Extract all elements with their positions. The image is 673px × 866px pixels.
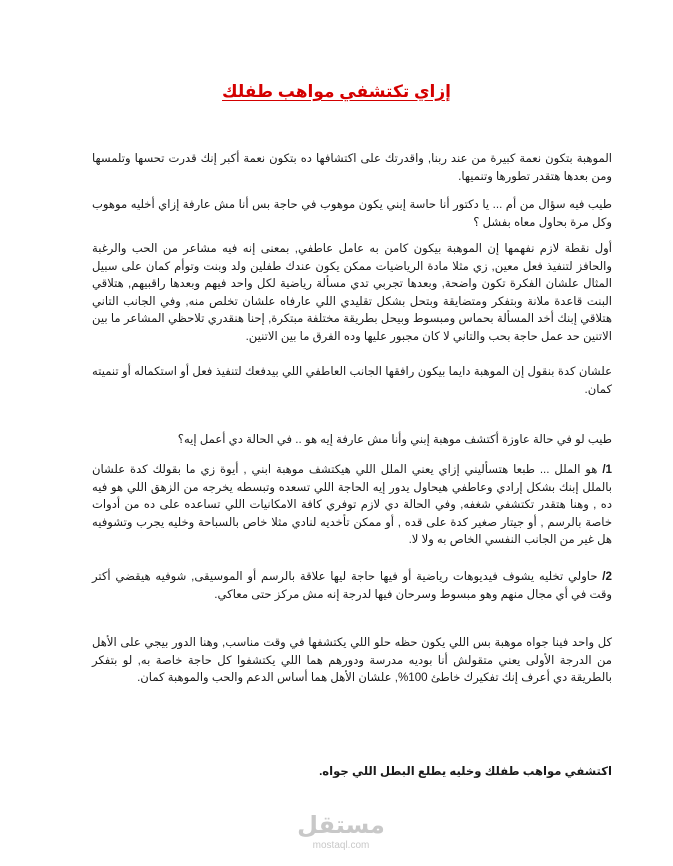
mostaql-watermark bbox=[286, 812, 396, 851]
paragraph-conclusion-emotion: علشان كدة بنقول إن الموهبة دايما بيكون رافقها الجانب العاطفي اللي بيدفعك لتنفيذ فعل أو استكماله أو تنميته كمان. bbox=[92, 365, 612, 396]
watermark-arabic: مستقل bbox=[297, 812, 385, 839]
tip-text: حاولي تخليه يشوف فيديوهات رياضية أو فيها حاجة ليها علاقة بالرسم أو الموسيقى, شوفيه هيقضي أكتر وقت في أي مجال منهم وهو مبسوط وسرحان فيها لدرجة إنه مش مركز حتى معاكي. bbox=[92, 570, 612, 601]
tip-number: 1/ bbox=[602, 463, 612, 476]
paragraph-emotional-factor: أول نقطة لازم نفهمها إن الموهبة بيكون كامن به عامل عاطفي, بمعنى إنه فيه مشاعر من الحب والرغبة والحافز لتنفيذ فعل معين, زي مثلا مادة الرياضيات ممكن يكون عندك طفلين ولد وبنت وتوأم كمان على سبيل المثال علشان الفكرة تكون واضحة, وبعدها تجربي تدي مسألة رياضية لكل واحد فيهم وبعدها راقبيهم, هتلاقي البنت قاعدة ملانة وبتفكر ومتضايقة وبتحل بشكل تقليدي اللي عارفاه علشان تخلص منه, وفي الجانب التاني هتلاقي إبنك أخد المسألة بحماس ومبسوط وبيحل بطريقة مختلفة مبتكرة, إحنا هنقدري تلاحظي المشاعر ما بين الاتنين حد عمل حاجة بحب والتاني لا كان مجبور عليها وده الفرق ما بين الاتنين. bbox=[92, 242, 612, 343]
paragraph-intro: الموهبة بتكون نعمة كبيرة من عند ربنا, واقدرتك على اكتشافها ده بتكون نعمة أكبر إنك قدرت تحسها وتلمسها ومن بعدها هتقدر تطورها وتنميها. bbox=[92, 152, 612, 183]
watermark-latin: mostaql.com bbox=[312, 840, 370, 851]
paragraph-tip-1 bbox=[92, 461, 612, 549]
tip-text: هو الملل ... طبعا هتسأليني إزاي يعني الملل اللي هيكتشف موهبة ابني , أيوة زي ما بقولك كدة علشان بالملل إبنك بشكل إرادي وعاطفي هيحاول يدور إيه الحاجة اللي تسعده وتبسطه يخرجه من الزهق اللي هو فيه ده , وهنا هتقدر تكتشفي شغفه, وفي الحالة دي لازم توفري كافة الامكانيات اللي تساعده على ده من أدوات خاصة بالرسم , أو جيتار صغير كدة على قده , أو ممكن تأخديه لنادي مثلا خاص بالسباحة وخليه يجرب وتشوفيه هل غير من الجانب النفسي الخاص به ولا لا. bbox=[92, 463, 612, 546]
paragraph-closing: اكتشفي مواهب طفلك وخليه يطلع البطل اللي جواه. bbox=[319, 765, 612, 778]
paragraph-second-question: طيب لو في حالة عاوزة أكتشف موهبة إبني وأنا مش عارفة إيه هو .. في الحالة دي أعمل إيه؟ bbox=[177, 433, 612, 446]
tip-number: 2/ bbox=[602, 570, 612, 583]
paragraph-tip-2 bbox=[92, 568, 612, 603]
paragraph-parents-role: كل واحد فينا جواه موهبة بس اللي يكون حظه حلو اللي يكتشفها في وقت مناسب, وهنا الدور بيجي على الأهل من الدرجة الأولى يعني متقولش أنا بوديه مدرسة ودورهم هما اللي يكتشفوا كل حاجة خاصة به, لو بتفكر بالطريقة دي أعرف إنك تفكيرك خاطئ 100%, علشان الأهل هما أساس الدعم والحب والموهبة كمان. bbox=[92, 636, 612, 684]
paragraph-question: طيب فيه سؤال من أم ... يا دكتور أنا حاسة إبني يكون موهوب في حاجة بس أنا مش عارفة إزاي أخليه موهوب وكل مرة بحاول معاه بفشل ؟ bbox=[92, 198, 612, 229]
document-title: إزاي تكتشفي مواهب طفلك bbox=[222, 82, 451, 101]
